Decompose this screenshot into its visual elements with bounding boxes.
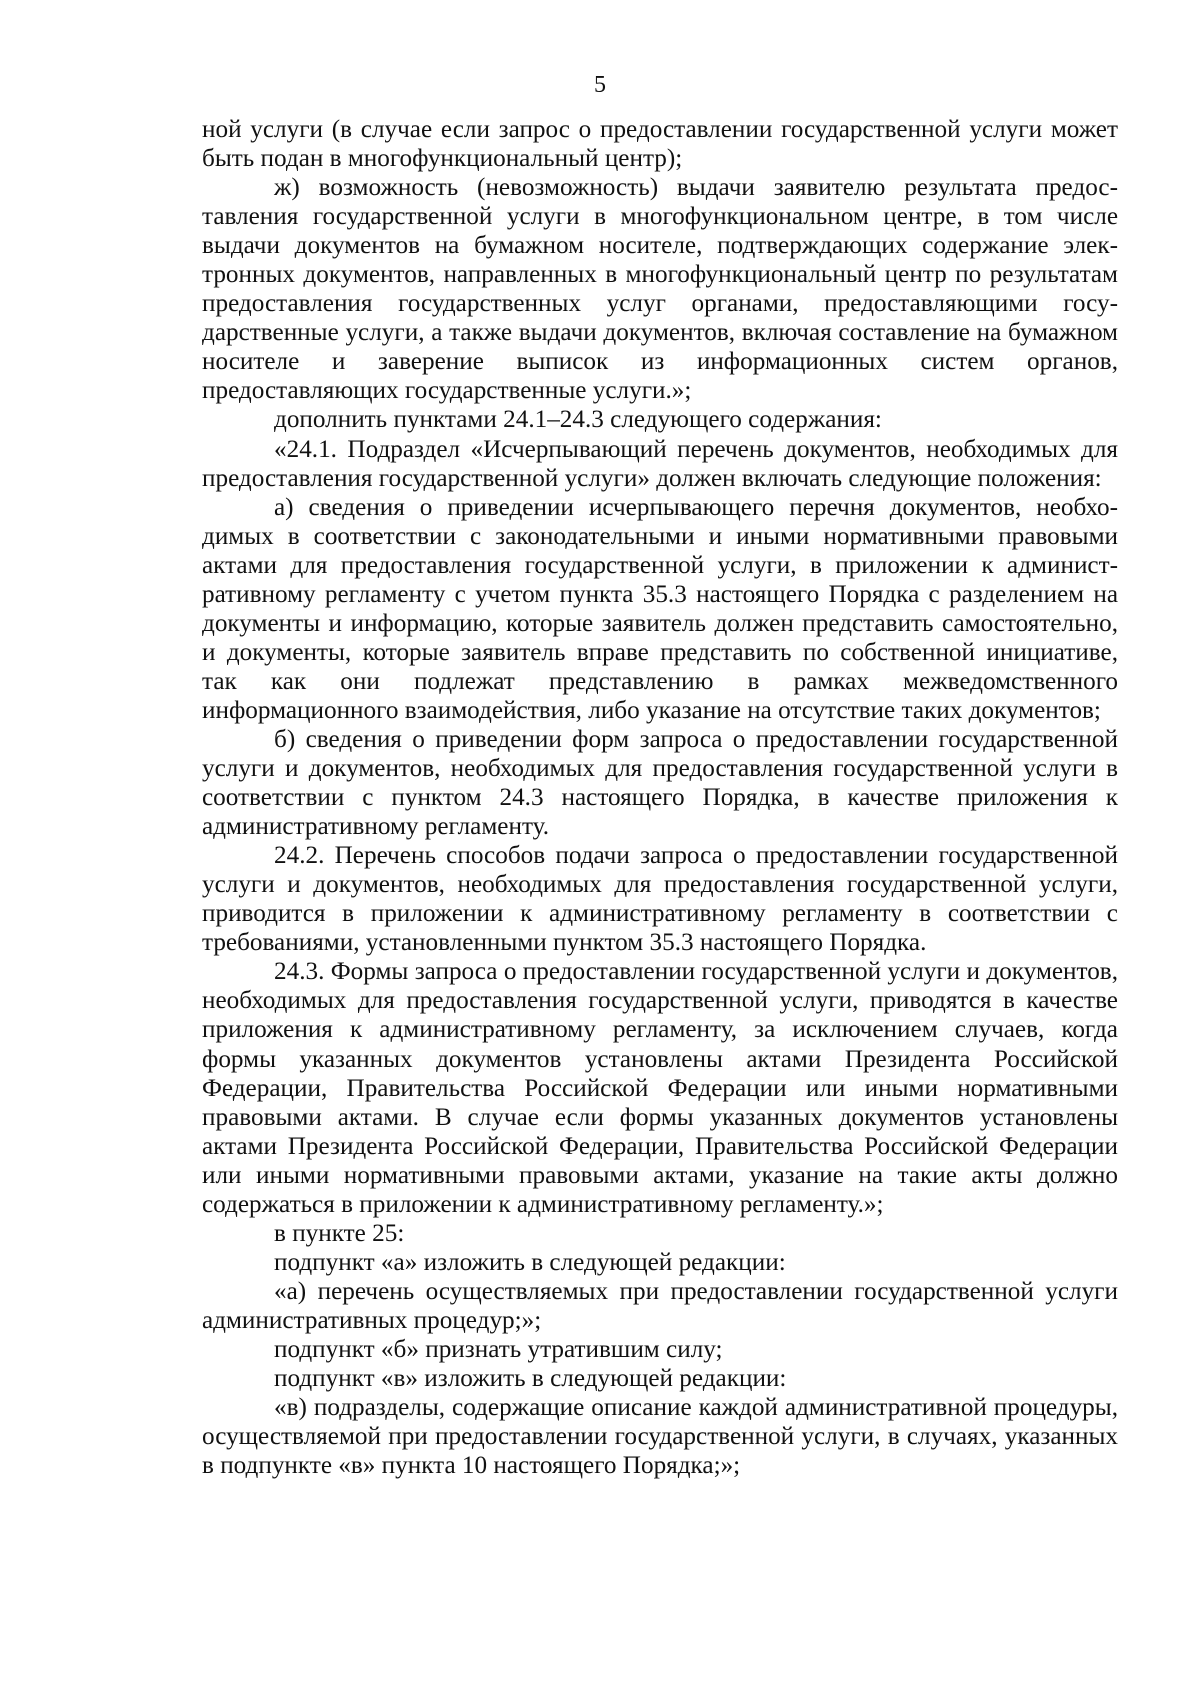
paragraph: подпункт «в» изложить в следующей редакции:: [274, 1365, 787, 1393]
paragraph: «в) подразделы, содержащие описание каждой административной процедуры, осуществляемой при предоставлении государственной услуги, в случаях, указанных в подпункте «в» пункта 10 настоящего Порядка;»;: [202, 1394, 1118, 1480]
paragraph: в пункте 25:: [274, 1219, 405, 1247]
page-number: 5: [594, 72, 606, 98]
paragraph: 24.3. Формы запроса о предоставлении государственной услуги и документов, необходимых для предоставления государственной услуги, приводятся в качестве приложения к административному регламенту, за исключением случаев, когда формы указанных документов установлены актами Президента Российской Федерации, Правительства Российской Федерации или иными нормативными правовыми актами. В случае если формы указанных документов установлены актами Президента Российской Федерации, Правительства Российской Федерации или иными нормативными правовыми актами, указание на такие акты должно содержаться в приложении к административному регламенту.»;: [202, 958, 1118, 1218]
paragraph: дополнить пунктами 24.1–24.3 следующего содержания:: [274, 406, 882, 434]
paragraph: ной услуги (в случае если запрос о предоставлении государственной услуги может быть подан в многофункциональный центр);: [202, 116, 1118, 173]
paragraph: ж) возможность (невозможность) выдачи заявителю результата предоставления государственной услуги в многофункциональном центре, в том числе выдачи документов на бумажном носителе, подтверждающих содержание электронных документов, направленных в многофункциональный центр по результатам предоставления государственных услуг органами, предоставляющими государственные услуги, а также выдачи документов, включая составление на бумажном носителе и заверение выписок из информационных систем органов, предоставляющих государственные услуги.»;: [202, 174, 1118, 405]
paragraph: 24.2. Перечень способов подачи запроса о предоставлении государственной услуги и документов, необходимых для предоставления государственной услуги, приводится в приложении к административному регламенту в соответствии с требованиями, установленными пунктом 35.3 настоящего Порядка.: [202, 842, 1118, 957]
paragraph: б) сведения о приведении форм запроса о предоставлении государственной услуги и документов, необходимых для предоставления государственной услуги в соответствии с пунктом 24.3 настоящего Порядка, в качестве приложения к административному регламенту.: [202, 725, 1118, 841]
paragraph: подпункт «б» признать утратившим силу;: [274, 1335, 723, 1363]
paragraph: «а) перечень осуществляемых при предоставлении государственной услуги административных процедур;»;: [202, 1277, 1118, 1334]
document-body: [202, 115, 1118, 1480]
paragraph: а) сведения о приведении исчерпывающего перечня документов, необходимых в соответствии с законодательными и иными нормативными правовыми актами для предоставления государственной услуги, в приложении к административному регламенту с учетом пункта 35.3 настоящего Порядка с разделением на документы и информацию, которые заявитель должен представить самостоятельно, и документы, которые заявитель вправе представить по собственной инициативе, так как они подлежат представлению в рамках межведомственного информационного взаимодействия, либо указание на отсутствие таких документов;: [202, 493, 1118, 724]
paragraph: «24.1. Подраздел «Исчерпывающий перечень документов, необходимых для предоставления государственной услуги» должен включать следующие положения:: [202, 435, 1118, 492]
paragraph: подпункт «а» изложить в следующей редакции:: [274, 1248, 786, 1276]
